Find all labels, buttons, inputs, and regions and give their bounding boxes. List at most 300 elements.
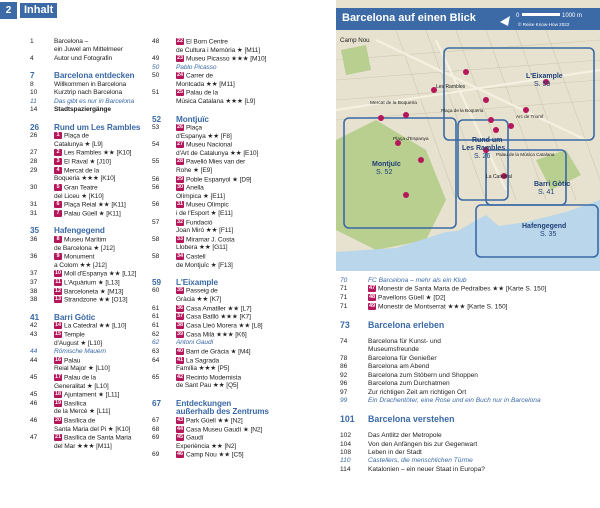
toc-entry[interactable] bbox=[150, 313, 298, 322]
entry-text bbox=[54, 124, 150, 132]
entry-text bbox=[176, 176, 298, 185]
entry-text bbox=[368, 355, 600, 363]
toc-entry[interactable] bbox=[150, 38, 298, 47]
toc-entry[interactable] bbox=[150, 176, 298, 185]
toc-entry[interactable] bbox=[150, 150, 298, 158]
entry-label: Montcada ★★ [M11] bbox=[176, 81, 235, 89]
entry-label: L'Eixample bbox=[176, 279, 218, 288]
page-ref: 73 bbox=[340, 320, 350, 330]
page-ref: 56 bbox=[152, 201, 160, 209]
toc-entry[interactable] bbox=[28, 193, 150, 201]
toc-entry[interactable] bbox=[28, 184, 150, 193]
toc-entry[interactable] bbox=[150, 443, 298, 451]
entry-text bbox=[176, 296, 298, 304]
sight-number-badge: 4 bbox=[54, 167, 62, 174]
toc-entry[interactable] bbox=[28, 331, 150, 340]
toc-entry[interactable] bbox=[28, 322, 150, 331]
toc-entry[interactable] bbox=[28, 236, 150, 245]
toc-entry[interactable] bbox=[336, 389, 600, 397]
spacer bbox=[28, 218, 150, 227]
entry-text bbox=[176, 374, 298, 383]
scale-zero: 0 bbox=[516, 13, 520, 19]
entry-label: Casa Amatller ★★ [L7] bbox=[186, 304, 252, 312]
label-hafen: Hafengegend bbox=[522, 223, 567, 230]
toc-entry[interactable] bbox=[150, 89, 298, 98]
toc-entry[interactable] bbox=[28, 279, 150, 288]
section-heading[interactable] bbox=[28, 314, 150, 322]
label-barri-gotic: Barri Gòtic bbox=[534, 181, 571, 188]
page-number: 2 bbox=[0, 2, 17, 19]
toc-entry[interactable] bbox=[28, 365, 150, 373]
toc-entry[interactable] bbox=[150, 184, 298, 193]
sight-number-badge: 44 bbox=[177, 425, 183, 432]
entry-label: Pavelló Mies van der bbox=[186, 158, 246, 166]
overview-map bbox=[336, 0, 600, 271]
entry-label: Experiència ★★ [N2] bbox=[176, 442, 237, 450]
sight-number-badge: 41 bbox=[177, 356, 183, 363]
label-palau-musica: Palau de la Música Catalana bbox=[496, 152, 555, 157]
entry-label: Castellers, die menschlichen Türme bbox=[368, 457, 473, 465]
toc-entry[interactable] bbox=[150, 201, 298, 210]
toc-entry[interactable] bbox=[336, 303, 600, 312]
toc-entry[interactable] bbox=[28, 46, 150, 54]
sight-number-badge: 38 bbox=[177, 322, 183, 329]
toc-entry[interactable] bbox=[28, 55, 150, 63]
toc-entry[interactable] bbox=[28, 408, 150, 416]
entry-text bbox=[368, 449, 600, 457]
entry-text bbox=[368, 441, 600, 449]
sight-number-badge: 37 bbox=[177, 313, 183, 320]
entry-text bbox=[176, 150, 298, 158]
page-ref bbox=[28, 443, 54, 451]
toc-entry[interactable] bbox=[28, 296, 150, 305]
entry-text bbox=[176, 451, 298, 460]
toc-entry[interactable] bbox=[150, 426, 298, 435]
toc-entry[interactable] bbox=[150, 322, 298, 331]
entry-text bbox=[176, 382, 298, 390]
toc-entry[interactable] bbox=[336, 346, 600, 354]
toc-entry[interactable] bbox=[28, 426, 150, 434]
page-ref: 114 bbox=[340, 465, 351, 473]
toc-entry[interactable] bbox=[150, 227, 298, 235]
toc-entry[interactable] bbox=[150, 236, 298, 245]
toc-entry[interactable] bbox=[336, 449, 600, 457]
entry-label: Museu Nacional bbox=[186, 141, 232, 149]
sight-number-badge: 18 bbox=[55, 391, 61, 398]
entry-text bbox=[176, 167, 298, 175]
entry-label: Casa Milà ★★★ [K6] bbox=[186, 331, 247, 338]
toc-entry[interactable] bbox=[150, 305, 298, 314]
toc-entry[interactable] bbox=[28, 201, 150, 210]
toc-entry[interactable] bbox=[28, 98, 150, 106]
entry-label: Rohe ★ [E9] bbox=[176, 167, 212, 175]
toc-entry[interactable] bbox=[28, 210, 150, 219]
entry-label: Palau Güell ★ [K11] bbox=[64, 209, 121, 217]
section-heading[interactable] bbox=[28, 72, 150, 80]
entry-text bbox=[176, 426, 298, 435]
entry-label: Kurztrip nach Barcelona bbox=[54, 89, 123, 97]
entry-label: Barcelona erleben bbox=[368, 320, 445, 330]
page-ref bbox=[28, 426, 54, 434]
page-ref bbox=[150, 193, 176, 201]
entry-text bbox=[176, 236, 298, 245]
toc-entry[interactable] bbox=[336, 372, 600, 380]
toc-entry[interactable] bbox=[336, 441, 600, 449]
toc-entry[interactable] bbox=[28, 417, 150, 426]
entry-text bbox=[176, 55, 298, 64]
page-ref: 35 bbox=[30, 227, 39, 236]
entry-text bbox=[368, 415, 600, 423]
page-ref: 42 bbox=[30, 322, 38, 330]
sight-number-badge: 39 bbox=[177, 330, 183, 337]
entry-label: Barcelona zum Stöbern und Shoppen bbox=[368, 371, 478, 379]
toc-entry[interactable] bbox=[150, 451, 298, 460]
entry-label: Barri de Gràcia ★ [M4] bbox=[186, 348, 251, 356]
sight-number-badge: 20 bbox=[55, 416, 61, 423]
sight-number-badge: 25 bbox=[177, 89, 183, 96]
sight-number-badge: 40 bbox=[177, 347, 183, 354]
page-ref: 14 bbox=[30, 106, 38, 114]
page-ref: 45 bbox=[30, 373, 38, 381]
entry-label: Barri Gòtic bbox=[54, 313, 96, 322]
toc-entry[interactable] bbox=[28, 434, 150, 443]
toc-entry[interactable] bbox=[150, 339, 298, 347]
entry-text bbox=[368, 372, 600, 380]
sight-number-badge: 1 bbox=[54, 132, 62, 139]
page-ref: 36 bbox=[30, 235, 38, 243]
section-heading[interactable] bbox=[336, 415, 600, 423]
entry-text bbox=[54, 288, 150, 297]
page-ref bbox=[150, 98, 176, 106]
entry-text bbox=[368, 285, 600, 294]
entry-text bbox=[54, 210, 150, 219]
toc-entry[interactable] bbox=[336, 338, 600, 346]
toc-entry[interactable] bbox=[336, 380, 600, 388]
toc-entry[interactable] bbox=[28, 391, 150, 400]
toc-entry[interactable] bbox=[28, 132, 150, 141]
entry-label: Barcelona für Kunst- und bbox=[368, 338, 441, 346]
section-heading[interactable] bbox=[150, 400, 298, 408]
entry-text bbox=[176, 64, 298, 72]
page-ref: 86 bbox=[340, 363, 348, 371]
sight-number-badge: 8 bbox=[54, 236, 62, 243]
sight-number-badge: 11 bbox=[55, 278, 61, 285]
spacer bbox=[336, 312, 600, 321]
entry-text bbox=[176, 305, 298, 314]
section-heading[interactable] bbox=[28, 227, 150, 235]
toc-entry[interactable] bbox=[150, 253, 298, 262]
sight-number-badge: 42 bbox=[177, 373, 183, 380]
map-title-bar bbox=[336, 8, 600, 30]
page-ref bbox=[150, 443, 176, 451]
entry-label: Temple bbox=[64, 331, 85, 339]
toc-entry[interactable] bbox=[28, 262, 150, 270]
sight-number-badge: 17 bbox=[55, 373, 61, 380]
entry-text bbox=[176, 313, 298, 322]
toc-entry[interactable] bbox=[28, 167, 150, 176]
section-heading[interactable] bbox=[150, 116, 298, 124]
toc-entry[interactable] bbox=[28, 348, 150, 356]
toc-entry[interactable] bbox=[28, 158, 150, 167]
toc-entry[interactable] bbox=[150, 357, 298, 366]
entry-label: Palau de la bbox=[64, 374, 96, 382]
toc-entry[interactable] bbox=[150, 434, 298, 443]
toc-entry[interactable] bbox=[336, 285, 600, 294]
toc-entry[interactable] bbox=[28, 149, 150, 158]
entry-label: Gran Teatre bbox=[64, 184, 98, 192]
spacer bbox=[150, 107, 298, 116]
toc-entry[interactable] bbox=[336, 466, 600, 474]
sight-number-badge: 23 bbox=[177, 55, 183, 62]
page-ref: 67 bbox=[152, 416, 160, 424]
page-ref: 58 bbox=[152, 235, 160, 243]
toc-entry[interactable] bbox=[150, 193, 298, 201]
toc-entry[interactable] bbox=[150, 64, 298, 72]
entry-label: Barcelona zum Durchatmen bbox=[368, 380, 450, 388]
toc-entry[interactable] bbox=[150, 55, 298, 64]
toc-entry[interactable] bbox=[28, 288, 150, 297]
page-ref: 37 bbox=[30, 270, 38, 278]
toc-entry[interactable] bbox=[150, 98, 298, 106]
toc-entry[interactable] bbox=[28, 340, 150, 348]
entry-text bbox=[54, 426, 150, 434]
toc-entry[interactable] bbox=[150, 374, 298, 383]
toc-entry[interactable] bbox=[150, 141, 298, 150]
entry-label: außerhalb des Zentrums bbox=[176, 408, 269, 417]
page-ref: 74 bbox=[340, 338, 348, 346]
spacer bbox=[28, 63, 150, 72]
entry-label: Museu Olímpic bbox=[186, 201, 229, 209]
entry-text bbox=[176, 322, 298, 331]
toc-entry[interactable] bbox=[28, 374, 150, 383]
entry-text bbox=[54, 55, 150, 63]
toc-entry[interactable] bbox=[150, 167, 298, 175]
page-ref bbox=[150, 167, 176, 175]
entry-label: Stadtspaziergänge bbox=[54, 106, 111, 114]
toc-entry[interactable] bbox=[336, 355, 600, 363]
toc-entry[interactable] bbox=[150, 382, 298, 390]
entry-text bbox=[368, 457, 600, 465]
page-ref: 26 bbox=[30, 123, 39, 132]
label-eixample: L'Eixample bbox=[526, 73, 563, 80]
toc-entry[interactable] bbox=[150, 287, 298, 296]
sight-number-badge: 2 bbox=[54, 149, 62, 156]
entry-text bbox=[176, 357, 298, 366]
sight-number-badge: 29 bbox=[177, 175, 183, 182]
toc-entry[interactable] bbox=[150, 124, 298, 133]
page-ref: 52 bbox=[152, 115, 161, 124]
toc-entry[interactable] bbox=[150, 331, 298, 340]
toc-entry[interactable] bbox=[28, 38, 150, 46]
entry-label: Römische Mauern bbox=[54, 348, 107, 356]
page-ref: 50 bbox=[152, 72, 160, 80]
entry-label: FC Barcelona – mehr als ein Klub bbox=[368, 277, 467, 284]
entry-text bbox=[176, 365, 298, 373]
page-ref bbox=[150, 408, 176, 416]
section-heading[interactable] bbox=[150, 279, 298, 287]
entry-label: de Barcelona ★ [J12] bbox=[54, 244, 115, 252]
spacer bbox=[150, 391, 298, 400]
page-ref: 4 bbox=[30, 54, 34, 62]
toc-entry[interactable] bbox=[150, 47, 298, 55]
page-ref: 26 bbox=[30, 132, 38, 140]
toc-entry[interactable] bbox=[28, 400, 150, 409]
page-ref: 104 bbox=[340, 440, 352, 448]
entry-label: Camp Nou ★★ [C5] bbox=[186, 451, 244, 459]
toc-entry[interactable] bbox=[150, 219, 298, 228]
toc-entry[interactable] bbox=[336, 432, 600, 440]
entry-label: del Mar ★★★ [M11] bbox=[54, 442, 112, 450]
toc-entry[interactable] bbox=[150, 365, 298, 373]
toc-entry[interactable] bbox=[150, 262, 298, 270]
entry-label: Barceloneta ★ [M13] bbox=[64, 287, 124, 295]
toc-entry[interactable] bbox=[28, 383, 150, 391]
toc-entry[interactable] bbox=[28, 81, 150, 89]
toc-entry[interactable] bbox=[150, 72, 298, 81]
sight-number-badge: 26 bbox=[177, 124, 183, 131]
toc-entry[interactable] bbox=[336, 363, 600, 371]
toc-entry[interactable] bbox=[336, 294, 600, 303]
sight-number-badge: 46 bbox=[177, 451, 183, 458]
entry-text bbox=[54, 357, 150, 366]
section-heading[interactable] bbox=[28, 124, 150, 132]
section-heading[interactable] bbox=[150, 408, 298, 416]
page-ref: 64 bbox=[152, 356, 160, 364]
page-ref: 97 bbox=[340, 388, 348, 396]
entry-text bbox=[176, 244, 298, 252]
entry-text bbox=[54, 348, 150, 356]
sight-number-badge: 13 bbox=[55, 296, 61, 303]
entry-text bbox=[176, 331, 298, 340]
toc-entry[interactable] bbox=[336, 397, 600, 405]
entry-label: Monestir de Santa Maria de Pedralbes ★★ [Karte S. 150] bbox=[378, 285, 547, 293]
entry-label: Park Güell ★★ [N2] bbox=[186, 417, 243, 425]
page-ref: 61 bbox=[152, 322, 160, 330]
sight-number-badge: 10 bbox=[55, 270, 61, 277]
entry-text bbox=[54, 434, 150, 443]
toc-entry[interactable] bbox=[150, 210, 298, 218]
entry-label: Poble Espanyol ★ [D9] bbox=[186, 175, 252, 183]
entry-label: Joan Miró ★★ [F11] bbox=[176, 227, 234, 235]
toc-entry[interactable] bbox=[150, 158, 298, 167]
sight-number-badge: 27 bbox=[177, 141, 183, 148]
page-ref: 55 bbox=[152, 158, 160, 166]
entry-text bbox=[54, 262, 150, 270]
entry-label: Willkommen in Barcelona bbox=[54, 80, 127, 88]
toc-entry[interactable] bbox=[150, 133, 298, 141]
entry-text bbox=[54, 106, 150, 114]
entry-label: Música Catalana ★★★ [L9] bbox=[176, 98, 256, 106]
sight-number-badge: 19 bbox=[55, 399, 61, 406]
toc-entry[interactable] bbox=[150, 81, 298, 89]
sight-number-badge: 49 bbox=[368, 302, 376, 309]
spacer bbox=[336, 329, 600, 338]
page-ref: 11 bbox=[30, 97, 37, 105]
toc-entry[interactable] bbox=[28, 357, 150, 366]
toc-entry[interactable] bbox=[28, 443, 150, 451]
page-ref bbox=[28, 365, 54, 373]
entry-label: Plaça bbox=[186, 124, 202, 132]
entry-text bbox=[54, 245, 150, 253]
page-ref: 61 bbox=[152, 313, 160, 321]
entry-label: Anella bbox=[186, 184, 204, 192]
entry-text bbox=[368, 294, 600, 303]
toc-entry[interactable] bbox=[150, 348, 298, 357]
toc-entry[interactable] bbox=[28, 89, 150, 97]
entry-text bbox=[176, 98, 298, 106]
entry-label: Mercat de la bbox=[64, 166, 100, 174]
label-camp-nou: Camp Nou bbox=[340, 37, 370, 44]
toc-entry[interactable] bbox=[28, 106, 150, 114]
entry-label: Museumsfreunde bbox=[368, 346, 419, 354]
entry-label: Ajuntament ★ [L11] bbox=[64, 391, 120, 399]
entry-label: Recinto Modernista bbox=[186, 374, 242, 382]
page-ref bbox=[150, 244, 176, 252]
toc-entry[interactable] bbox=[150, 296, 298, 304]
page-ref: 62 bbox=[152, 330, 160, 338]
toc-entry[interactable] bbox=[28, 141, 150, 149]
page-ref: 60 bbox=[152, 287, 160, 295]
entry-text bbox=[176, 262, 298, 270]
entry-label: Museu Picasso ★★★ [M10] bbox=[186, 55, 267, 63]
entry-label: Plaça de bbox=[64, 132, 89, 140]
toc-entry[interactable] bbox=[28, 270, 150, 279]
page-ref: 31 bbox=[30, 209, 38, 217]
page-ref: 102 bbox=[340, 432, 352, 440]
entry-text bbox=[176, 141, 298, 150]
entry-text bbox=[54, 132, 150, 141]
sight-number-badge: 9 bbox=[54, 253, 62, 260]
entry-label: Strandzone ★★ [O13] bbox=[64, 296, 128, 304]
entry-text bbox=[176, 400, 298, 408]
entry-label: Moll d'Espanya ★★ [L12] bbox=[64, 270, 137, 278]
entry-text bbox=[54, 253, 150, 262]
entry-text bbox=[54, 158, 150, 167]
entry-text bbox=[54, 167, 150, 176]
toc-entry[interactable] bbox=[28, 253, 150, 262]
page-ref: 7 bbox=[30, 72, 35, 81]
sight-number-badge: 3 bbox=[54, 158, 62, 165]
entry-label: Les Rambles ★★ [K10] bbox=[64, 149, 132, 157]
entry-label: Casa Lleó Morera ★★ [L8] bbox=[186, 322, 263, 330]
entry-text bbox=[54, 98, 150, 106]
page-ref bbox=[150, 47, 176, 55]
toc-entry[interactable] bbox=[150, 417, 298, 426]
entry-text bbox=[368, 303, 600, 312]
toc-entry[interactable] bbox=[336, 457, 600, 465]
entry-text bbox=[54, 175, 150, 183]
entry-label: d'Art de Catalunya ★★ [E10] bbox=[176, 149, 259, 157]
section-heading[interactable] bbox=[336, 321, 600, 329]
spacer bbox=[336, 423, 600, 432]
page-ref: 45 bbox=[30, 391, 38, 399]
map-copyright: © Reise Know-How 2022 bbox=[518, 22, 570, 27]
page-ref: 38 bbox=[30, 287, 38, 295]
entry-label: d'August ★ [L10] bbox=[54, 339, 103, 347]
scale-bar bbox=[522, 13, 560, 16]
scale-end: 1000 m bbox=[562, 13, 583, 19]
label-eixample-page: S. 59 bbox=[534, 81, 551, 88]
toc-entry[interactable] bbox=[28, 175, 150, 183]
page-ref bbox=[28, 46, 54, 54]
page-ref: 27 bbox=[30, 149, 38, 157]
toc-entry[interactable] bbox=[150, 244, 298, 252]
toc-entry[interactable] bbox=[28, 245, 150, 253]
page-ref: 101 bbox=[340, 414, 355, 424]
toc-entry[interactable] bbox=[336, 277, 600, 285]
page-ref: 51 bbox=[152, 89, 160, 97]
entry-label: Miramar J. Costa bbox=[186, 235, 235, 243]
